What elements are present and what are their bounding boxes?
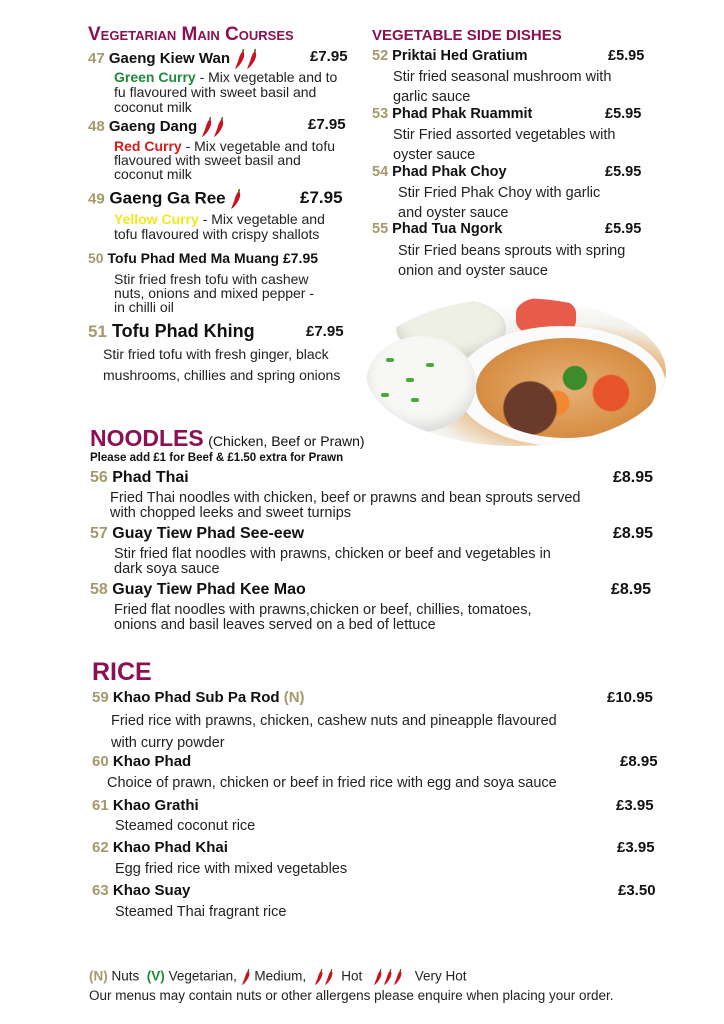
- menu-item-52: [372, 48, 652, 64]
- item-name: Gaeng Dang: [108, 117, 198, 135]
- nuts-label: Nuts: [111, 968, 140, 984]
- item-price: £5.95: [605, 164, 642, 180]
- vegetarian-label: Vegetarian,: [168, 968, 237, 984]
- noodles-note: Please add £1 for Beef & £1.50 extra for Prawn: [90, 452, 344, 464]
- item-price: £7.95: [282, 250, 319, 266]
- nuts-tag: (N): [89, 968, 108, 984]
- menu-item-54: [372, 164, 652, 180]
- item-number: 55: [372, 221, 389, 237]
- menu-item-51: [88, 321, 358, 342]
- item-price: £10.95: [607, 689, 653, 706]
- item-number: 51: [88, 322, 107, 341]
- item-number: 53: [372, 106, 389, 122]
- item-price: £3.95: [616, 797, 654, 814]
- section-title-vegetarian-main: Vegetarian Main Courses: [88, 24, 294, 45]
- menu-item-57: [90, 525, 660, 543]
- menu-item-63: [92, 882, 662, 899]
- item-price: £5.95: [608, 48, 645, 64]
- menu-item-53: [372, 106, 652, 122]
- item-description: Steamed coconut rice: [115, 818, 256, 834]
- item-name: Khao Phad Sub Pa Rod: [112, 689, 280, 706]
- menu-item-59: [92, 689, 662, 706]
- item-number: 47: [88, 49, 105, 67]
- legend: [89, 968, 467, 986]
- item-description: Stir Fried assorted vegetables with oyster sauce: [393, 127, 616, 163]
- item-description: Yellow Curry - Mix vegetable and tofu flavoured with crispy shallots: [114, 211, 325, 242]
- item-name: Gaeng Kiew Wan: [108, 49, 230, 67]
- item-number: 61: [92, 797, 109, 814]
- item-description: Stir Fried Phak Choy with garlic and oyster sauce: [398, 185, 601, 221]
- item-name: Guay Tiew Phad Kee Mao: [112, 581, 306, 598]
- menu-item-62: [92, 839, 662, 856]
- item-name: Khao Phad Khai: [112, 839, 228, 856]
- item-name: Phad Phak Choy: [392, 164, 507, 180]
- chilli-icon: [241, 969, 251, 984]
- menu-item-56: [90, 469, 660, 487]
- food-photo: [366, 298, 666, 446]
- medium-label: Medium,: [254, 968, 307, 984]
- item-name: Khao Grathi: [112, 797, 199, 814]
- allergen-note: Our menus may contain nuts or other allergens please enquire when placing your order.: [89, 988, 614, 1003]
- section-title-noodles: NOODLES: [90, 425, 204, 451]
- chilli-icon: [373, 969, 403, 984]
- noodles-header: [90, 425, 365, 452]
- hot-label: Hot: [341, 968, 363, 984]
- item-description: Choice of prawn, chicken or beef in fried rice with egg and soya sauce: [107, 775, 557, 791]
- item-number: 62: [92, 839, 109, 856]
- menu-item-48: [88, 116, 358, 138]
- item-price: £7.95: [306, 323, 344, 340]
- chilli-icon: [201, 118, 225, 135]
- item-name: Priktai Hed Gratium: [392, 48, 528, 64]
- item-name: Khao Phad: [112, 753, 192, 770]
- item-description: Stir fried seasonal mushroom with garlic sauce: [393, 69, 612, 105]
- curry-label-yellow: Yellow Curry: [114, 211, 199, 227]
- item-number: 60: [92, 753, 109, 770]
- item-description: Red Curry - Mix vegetable and tofu flavoured with sweet basil and coconut milk: [114, 138, 335, 182]
- item-name: Phad Thai: [112, 469, 189, 486]
- chilli-icon: [234, 50, 258, 67]
- item-name: Phad Phak Ruammit: [392, 106, 533, 122]
- item-description: Fried flat noodles with prawns,chicken or beef, chillies, tomatoes, onions and basil leaves served on a bed of lettuce: [114, 602, 532, 633]
- item-price: £3.50: [618, 882, 656, 899]
- item-description: Steamed Thai fragrant rice: [115, 904, 287, 920]
- menu-item-58: [90, 581, 660, 599]
- item-price: £8.95: [613, 469, 654, 486]
- item-number: 54: [372, 164, 389, 180]
- item-description: Stir fried flat noodles with prawns, chicken or beef and vegetables in dark soya sauce: [114, 546, 551, 577]
- item-number: 57: [90, 525, 108, 542]
- vegetarian-tag: (V): [146, 968, 165, 984]
- item-number: 63: [92, 882, 109, 899]
- menu-item-50: [88, 250, 358, 266]
- item-price: £5.95: [605, 221, 642, 237]
- item-price: £8.95: [613, 525, 654, 542]
- section-subtitle: (Chicken, Beef or Prawn): [208, 433, 365, 449]
- item-price: £8.95: [620, 753, 658, 770]
- item-name: Khao Suay: [112, 882, 191, 899]
- item-price: £7.95: [310, 48, 348, 65]
- menu-item-61: [92, 797, 662, 814]
- item-number: 56: [90, 469, 108, 486]
- menu-item-47: [88, 48, 358, 70]
- item-name: Gaeng Ga Ree: [109, 188, 226, 208]
- chilli-icon: [314, 969, 334, 984]
- section-title-rice: RICE: [92, 658, 152, 686]
- nuts-tag: (N): [283, 689, 305, 706]
- item-name: Tofu Phad Khing: [111, 321, 255, 341]
- item-description: Egg fried rice with mixed vegetables: [115, 861, 348, 877]
- item-name: Guay Tiew Phad See-eew: [112, 525, 305, 542]
- menu-item-55: [372, 221, 652, 237]
- item-price: £7.95: [300, 188, 343, 207]
- item-description: Stir fried fresh tofu with cashew nuts, onions and mixed pepper - in chilli oil: [114, 271, 315, 315]
- curry-label-green: Green Curry: [114, 69, 196, 85]
- item-number: 58: [90, 581, 108, 598]
- item-price: £7.95: [308, 116, 346, 133]
- very-hot-label: Very Hot: [414, 968, 467, 984]
- item-number: 59: [92, 689, 109, 706]
- item-number: 49: [88, 190, 105, 208]
- item-description: Stir fried tofu with fresh ginger, black mushrooms, chillies and spring onions: [103, 346, 341, 383]
- item-name: Phad Tua Ngork: [392, 221, 503, 237]
- menu-item-49: [88, 188, 358, 210]
- menu-item-60: [92, 753, 662, 770]
- item-number: 52: [372, 48, 389, 64]
- item-description: Stir Fried beans sprouts with spring onion and oyster sauce: [398, 243, 626, 279]
- item-number: 48: [88, 117, 105, 135]
- curry-label-red: Red Curry: [114, 138, 182, 154]
- item-description: Green Curry - Mix vegetable and to fu flavoured with sweet basil and coconut milk: [114, 69, 338, 115]
- chilli-icon: [230, 188, 242, 207]
- item-description: Fried Thai noodles with chicken, beef or prawns and bean sprouts served with chopped leeks and sweet turnips: [110, 490, 581, 521]
- item-price: £8.95: [611, 581, 652, 598]
- item-number: 50: [88, 250, 104, 266]
- item-name: Tofu Phad Med Ma Muang: [107, 250, 280, 266]
- item-price: £3.95: [617, 839, 655, 856]
- item-description: Fried rice with prawns, chicken, cashew nuts and pineapple flavoured with curry powder: [111, 713, 557, 751]
- item-price: £5.95: [605, 106, 642, 122]
- section-title-vegetable-sides: VEGETABLE SIDE DISHES: [372, 27, 562, 44]
